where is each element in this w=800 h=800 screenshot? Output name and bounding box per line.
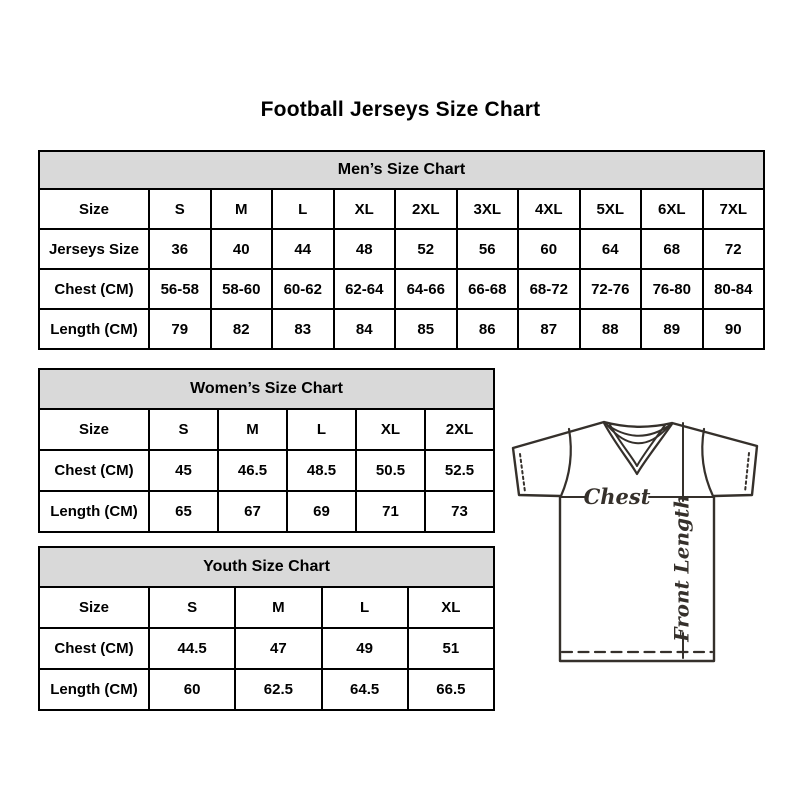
value-cell: 60 — [518, 229, 580, 269]
row-label-cell: Size — [39, 189, 149, 229]
value-cell: 68 — [641, 229, 703, 269]
value-cell: S — [149, 409, 218, 450]
value-cell: 64 — [580, 229, 642, 269]
row-label-cell: Chest (CM) — [39, 450, 149, 491]
jersey-outline-path — [513, 422, 757, 661]
value-cell: 76-80 — [641, 269, 703, 309]
row-label-cell: Chest (CM) — [39, 269, 149, 309]
table-row — [39, 450, 494, 491]
value-cell: 48 — [334, 229, 396, 269]
value-cell: 6XL — [641, 189, 703, 229]
table-row — [39, 309, 764, 349]
table-row — [39, 491, 494, 532]
table-title: Women’s Size Chart — [39, 369, 494, 409]
value-cell: 67 — [218, 491, 287, 532]
value-cell: 69 — [287, 491, 356, 532]
value-cell: S — [149, 587, 235, 628]
youth-size-table — [38, 546, 495, 711]
row-label-cell: Jerseys Size — [39, 229, 149, 269]
value-cell: 49 — [322, 628, 408, 669]
row-label-cell: Length (CM) — [39, 309, 149, 349]
value-cell: 66.5 — [408, 669, 494, 710]
value-cell: 48.5 — [287, 450, 356, 491]
womens-size-table — [38, 368, 495, 533]
value-cell: M — [211, 189, 273, 229]
value-cell: L — [287, 409, 356, 450]
value-cell: XL — [356, 409, 425, 450]
value-cell: 64.5 — [322, 669, 408, 710]
value-cell: 50.5 — [356, 450, 425, 491]
value-cell: 72 — [703, 229, 765, 269]
value-cell: 82 — [211, 309, 273, 349]
value-cell: 40 — [211, 229, 273, 269]
value-cell: 47 — [235, 628, 321, 669]
value-cell: L — [322, 587, 408, 628]
row-label-cell: Chest (CM) — [39, 628, 149, 669]
jersey-diagram — [500, 400, 770, 680]
value-cell: 90 — [703, 309, 765, 349]
value-cell: 58-60 — [211, 269, 273, 309]
value-cell: 89 — [641, 309, 703, 349]
value-cell: 73 — [425, 491, 494, 532]
row-label-cell: Length (CM) — [39, 669, 149, 710]
value-cell: 87 — [518, 309, 580, 349]
value-cell: 66-68 — [457, 269, 519, 309]
value-cell: 51 — [408, 628, 494, 669]
value-cell: 60 — [149, 669, 235, 710]
value-cell: 68-72 — [518, 269, 580, 309]
value-cell: 80-84 — [703, 269, 765, 309]
value-cell: XL — [408, 587, 494, 628]
value-cell: 4XL — [518, 189, 580, 229]
value-cell: 44.5 — [149, 628, 235, 669]
row-label-cell: Size — [39, 587, 149, 628]
table-row — [39, 229, 764, 269]
value-cell: 88 — [580, 309, 642, 349]
value-cell: 2XL — [425, 409, 494, 450]
value-cell: 56-58 — [149, 269, 211, 309]
value-cell: 64-66 — [395, 269, 457, 309]
table-row — [39, 409, 494, 450]
value-cell: 52 — [395, 229, 457, 269]
table-row — [39, 628, 494, 669]
value-cell: 5XL — [580, 189, 642, 229]
chest-label: Chest — [583, 484, 651, 509]
value-cell: 36 — [149, 229, 211, 269]
value-cell: 72-76 — [580, 269, 642, 309]
value-cell: M — [218, 409, 287, 450]
value-cell: 46.5 — [218, 450, 287, 491]
value-cell: 71 — [356, 491, 425, 532]
value-cell: 83 — [272, 309, 334, 349]
value-cell: 65 — [149, 491, 218, 532]
page-title: Football Jerseys Size Chart — [260, 98, 541, 121]
row-label-cell: Size — [39, 409, 149, 450]
table-row — [39, 669, 494, 710]
mens-size-table — [38, 150, 765, 350]
value-cell: 7XL — [703, 189, 765, 229]
value-cell: 2XL — [395, 189, 457, 229]
table-row — [39, 587, 494, 628]
value-cell: 52.5 — [425, 450, 494, 491]
value-cell: S — [149, 189, 211, 229]
value-cell: 86 — [457, 309, 519, 349]
front-length-label: Front Length — [669, 494, 694, 642]
value-cell: L — [272, 189, 334, 229]
table-title: Youth Size Chart — [39, 547, 494, 587]
value-cell: 56 — [457, 229, 519, 269]
value-cell: M — [235, 587, 321, 628]
value-cell: 45 — [149, 450, 218, 491]
row-label-cell: Length (CM) — [39, 491, 149, 532]
value-cell: 79 — [149, 309, 211, 349]
value-cell: 84 — [334, 309, 396, 349]
value-cell: 60-62 — [272, 269, 334, 309]
value-cell: 62-64 — [334, 269, 396, 309]
value-cell: 62.5 — [235, 669, 321, 710]
value-cell: 44 — [272, 229, 334, 269]
value-cell: 85 — [395, 309, 457, 349]
table-row — [39, 269, 764, 309]
value-cell: 3XL — [457, 189, 519, 229]
table-title: Men’s Size Chart — [39, 151, 764, 189]
table-row — [39, 189, 764, 229]
value-cell: XL — [334, 189, 396, 229]
